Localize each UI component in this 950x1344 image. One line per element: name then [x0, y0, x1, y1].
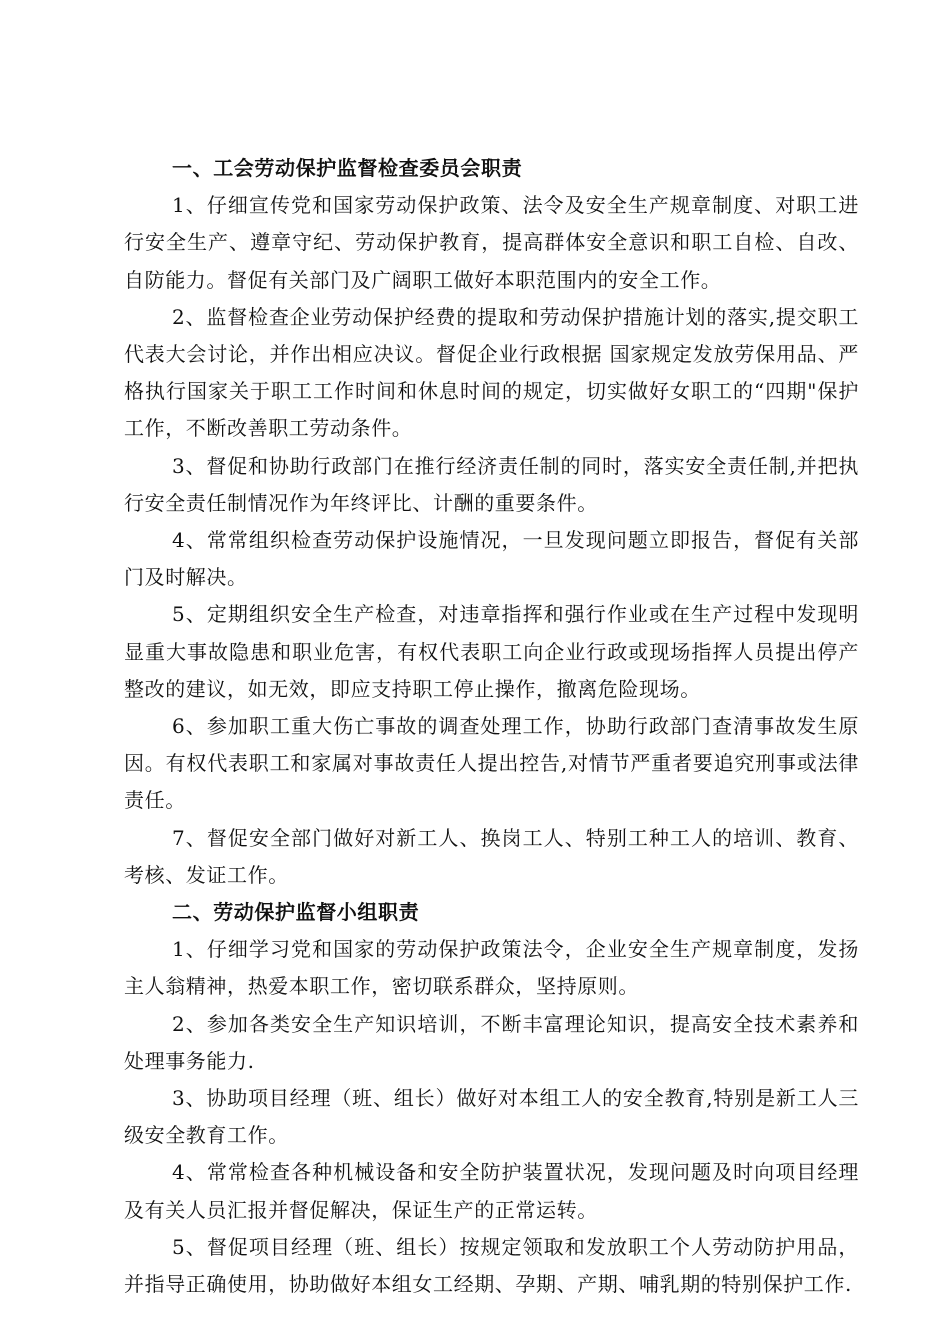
section1-item-7: 7、督促安全部门做好对新工人、换岗工人、特别工种工人的培训、教育、考核、发证工作。 — [124, 825, 859, 887]
section2-item-2: 2、参加各类安全生产知识培训，不断丰富理论知识，提高安全技术素养和处理事务能力. — [124, 1011, 859, 1073]
section-heading-1: 一、工会劳动保护监督检查委员会职责 — [172, 156, 523, 180]
section1-item-5: 5、定期组织安全生产检查，对违章指挥和强行作业或在生产过程中发现明显重大事故隐患和职业危害，有权代表职工向企业行政或现场指挥人员提出停产整改的建议，如无效，即应支持职工停止操作，撤离危险现场。 — [124, 602, 859, 701]
section2-item-1: 1、仔细学习党和国家的劳动保护政策法令，企业安全生产规章制度，发扬主人翁精神，热爱本职工作，密切联系群众，坚持原则。 — [124, 937, 859, 999]
section2-item-4: 4、常常检查各种机械设备和安全防护装置状况，发现问题及时向项目经理及有关人员汇报并督促解决，保证生产的正常运转。 — [124, 1160, 859, 1222]
document-body — [124, 150, 859, 1303]
section2-item-3: 3、协助项目经理（班、组长）做好对本组工人的安全教育,特别是新工人三级安全教育工作。 — [124, 1086, 859, 1148]
section-heading-2: 二、劳动保护监督小组职责 — [172, 900, 420, 925]
section1-item-1: 1、仔细宣传党和国家劳动保护政策、法令及安全生产规章制度、对职工进行安全生产、遵章守纪、劳动保护教育，提高群体安全意识和职工自检、自改、自防能力。督促有关部门及广阔职工做好本职范围内的安全工作。 — [124, 193, 859, 292]
section1-item-6: 6、参加职工重大伤亡事故的调查处理工作，协助行政部门查清事故发生原因。有权代表职工和家属对事故责任人提出控告,对情节严重者要追究刑事或法律责任。 — [124, 714, 859, 813]
section1-item-2: 2、监督检查企业劳动保护经费的提取和劳动保护措施计划的落实,提交职工代表大会讨论，并作出相应决议。督促企业行政根据 国家规定发放劳保用品、严格执行国家关于职工工作时间和休息时间的规定，切实做好女职工的“四期"保护工作，不断改善职工劳动条件。 — [124, 304, 859, 441]
section2-item-5: 5、督促项目经理（班、组长）按规定领取和发放职工个人劳动防护用品，并指导正确使用，协助做好本组女工经期、孕期、产期、哺乳期的特别保护工作. — [124, 1234, 859, 1297]
section1-item-3: 3、督促和协助行政部门在推行经济责任制的同时，落实安全责任制,并把执行安全责任制情况作为年终评比、计酬的重要条件。 — [124, 453, 859, 515]
section1-item-4: 4、常常组织检查劳动保护设施情况，一旦发现问题立即报告，督促有关部门及时解决。 — [124, 528, 859, 590]
